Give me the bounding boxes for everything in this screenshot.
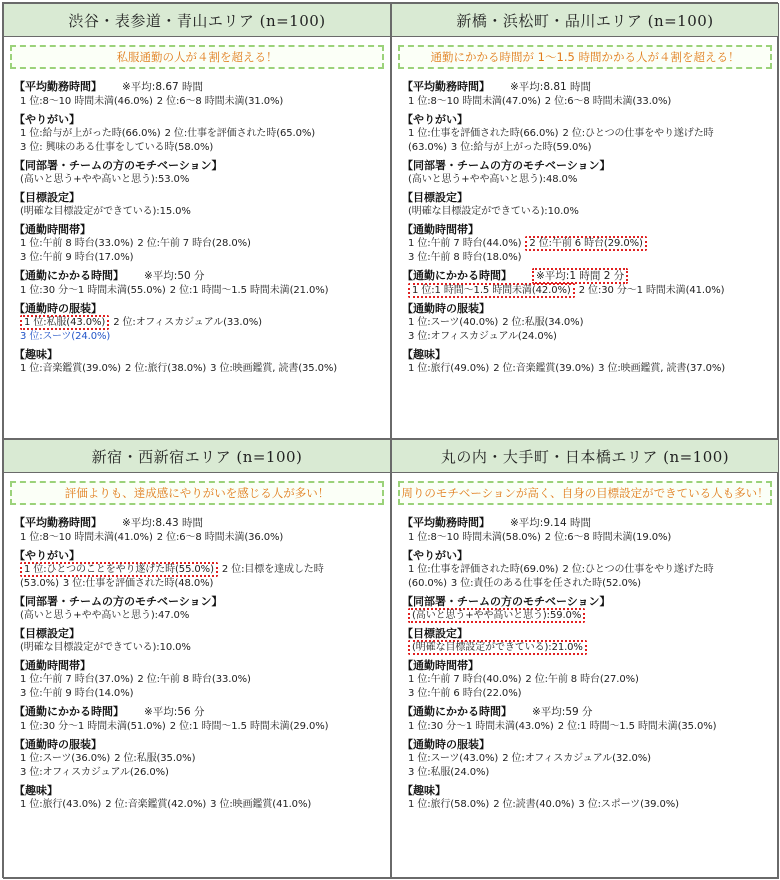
panel-marunouchi — [391, 439, 779, 879]
result-item: 2 位:音楽鑑賞(42.0%) — [105, 799, 207, 810]
section-title — [14, 626, 384, 641]
section-title-text: 【趣味】 — [402, 348, 446, 361]
panel-headline: 評価よりも、達成感にやりがいを感じる人が多い！ — [10, 481, 384, 505]
result-line — [402, 141, 772, 155]
section-title — [402, 737, 772, 752]
panel-shibuya — [3, 3, 391, 439]
result-item: (63.0%) — [408, 142, 447, 153]
section-title — [402, 112, 772, 127]
result-line — [14, 362, 384, 376]
section-average: ※平均:9.14 時間 — [510, 517, 592, 529]
section-title-text: 【やりがい】 — [14, 113, 80, 126]
survey-section — [14, 268, 384, 298]
result-line — [14, 251, 384, 265]
survey-section — [402, 79, 772, 109]
section-title-text: 【通勤時の服装】 — [402, 738, 490, 751]
result-line — [402, 173, 772, 187]
result-line — [402, 577, 772, 591]
highlighted-result: 1 位:1 時間～1.5 時間未満(42.0%) — [408, 283, 575, 298]
result-line — [402, 205, 772, 219]
panel-title: 新橋・浜松町・品川エリア (n=100) — [392, 4, 778, 37]
result-item: 2 位:ひとつの仕事をやり遂げた時 — [562, 128, 714, 139]
section-title — [14, 658, 384, 673]
result-item: 2 位:目標を達成した時 — [221, 564, 324, 575]
section-title-text: 【通勤にかかる時間】 — [14, 269, 124, 282]
result-line — [14, 752, 384, 766]
result-item: 3 位:映画鑑賞(41.0%) — [210, 799, 312, 810]
section-title-text: 【平均勤務時間】 — [402, 80, 490, 93]
highlighted-result: (高いと思う+やや高いと思う):59.0% — [408, 608, 585, 623]
result-line — [14, 127, 384, 141]
section-average: ※平均:56 分 — [144, 706, 205, 718]
result-item: 3 位:給与が上がった時(59.0%) — [450, 142, 592, 153]
survey-section — [402, 301, 772, 344]
result-item: 1 位:8～10 時間未満(58.0%) — [408, 532, 541, 543]
section-title-text: 【通勤時の服装】 — [14, 738, 102, 751]
result-line — [402, 531, 772, 545]
result-item: 1 位:8～10 時間未満(47.0%) — [408, 96, 541, 107]
result-item: 2 位:午前 8 時台(33.0%) — [137, 674, 251, 685]
result-item: 2 位:仕事を評価された時(65.0%) — [164, 128, 316, 139]
result-line — [14, 95, 384, 109]
survey-section — [14, 347, 384, 376]
result-item: 2 位:6～8 時間未満(19.0%) — [544, 532, 672, 543]
section-title-text: 【やりがい】 — [14, 549, 80, 562]
result-item: 2 位:6～8 時間未満(31.0%) — [156, 96, 284, 107]
section-title — [402, 301, 772, 316]
survey-section — [402, 112, 772, 155]
highlighted-result: 2 位:午前 6 時台(29.0%) — [525, 236, 646, 251]
result-line — [14, 141, 384, 155]
survey-section — [14, 190, 384, 219]
result-item: 2 位:1 時間～1.5 時間未満(35.0%) — [557, 721, 717, 732]
result-line — [402, 284, 772, 298]
survey-section — [14, 112, 384, 155]
highlighted-result: (明確な目標設定ができている):21.0% — [408, 640, 587, 655]
result-line — [14, 205, 384, 219]
section-title — [14, 301, 384, 316]
result-item: 2 位:旅行(38.0%) — [124, 363, 207, 374]
section-title — [14, 594, 384, 609]
section-average: ※平均:8.67 時間 — [122, 81, 204, 93]
section-title-text: 【目標設定】 — [14, 627, 80, 640]
result-item: 2 位:私服(34.0%) — [502, 317, 584, 328]
result-item: 2 位:午前 7 時台(28.0%) — [137, 238, 251, 249]
result-line — [402, 251, 772, 265]
survey-section — [14, 515, 384, 545]
section-title-text: 【同部署・チームの方のモチベーション】 — [402, 595, 611, 608]
section-title-text: 【趣味】 — [14, 784, 58, 797]
section-title — [14, 704, 384, 720]
result-item: 1 位:給与が上がった時(66.0%) — [20, 128, 161, 139]
result-line — [402, 609, 772, 623]
result-line — [402, 687, 772, 701]
result-item: 2 位:30 分～1 時間未満(41.0%) — [578, 285, 725, 296]
result-item: (60.0%) — [408, 578, 447, 589]
survey-section — [14, 594, 384, 623]
panel-headline: 通勤にかかる時間が 1～1.5 時間かかる人が４割を超える！ — [398, 45, 772, 69]
result-item: 3 位:私服(24.0%) — [408, 767, 490, 778]
section-title-text: 【平均勤務時間】 — [14, 80, 102, 93]
result-item: 3 位:スーツ(24.0%) — [20, 331, 111, 342]
result-line — [402, 563, 772, 577]
section-title-text: 【通勤時間帯】 — [14, 223, 91, 236]
section-title — [402, 222, 772, 237]
result-line — [402, 330, 772, 344]
section-title — [14, 548, 384, 563]
result-item: 2 位:オフィスカジュアル(33.0%) — [113, 317, 262, 328]
survey-section — [14, 548, 384, 591]
result-line — [14, 316, 384, 330]
result-item: 1 位:スーツ(36.0%) — [20, 753, 111, 764]
result-item: 2 位:6～8 時間未満(36.0%) — [156, 532, 284, 543]
result-item: 2 位:読書(40.0%) — [493, 799, 575, 810]
section-title-text: 【通勤にかかる時間】 — [402, 705, 512, 718]
survey-section — [402, 515, 772, 545]
survey-section — [14, 158, 384, 187]
section-title — [14, 268, 384, 284]
result-line — [402, 362, 772, 376]
section-title — [14, 222, 384, 237]
section-title — [402, 783, 772, 798]
panel-title: 渋谷・表参道・青山エリア (n=100) — [4, 4, 390, 37]
result-item: 1 位:30 分～1 時間未満(55.0%) — [20, 285, 166, 296]
section-title-text: 【同部署・チームの方のモチベーション】 — [402, 159, 611, 172]
result-item: 2 位:1 時間～1.5 時間未満(21.0%) — [169, 285, 329, 296]
result-item: 3 位:午前 9 時台(17.0%) — [20, 252, 134, 263]
result-line — [14, 766, 384, 780]
survey-section — [402, 737, 772, 780]
section-title-text: 【やりがい】 — [402, 549, 468, 562]
result-line — [14, 673, 384, 687]
result-item: 1 位:スーツ(40.0%) — [408, 317, 499, 328]
survey-section — [402, 594, 772, 623]
result-line — [402, 766, 772, 780]
result-item: 1 位:仕事を評価された時(69.0%) — [408, 564, 559, 575]
result-line — [14, 330, 384, 344]
section-title-text: 【趣味】 — [14, 348, 58, 361]
result-item: 3 位:午前 6 時台(22.0%) — [408, 688, 522, 699]
result-item: (高いと思う+やや高いと思う):48.0% — [408, 174, 578, 185]
survey-section — [402, 268, 772, 298]
result-line — [14, 577, 384, 591]
survey-section — [402, 347, 772, 376]
result-line — [14, 798, 384, 812]
result-line — [14, 563, 384, 577]
section-average: ※平均:8.81 時間 — [510, 81, 592, 93]
result-item: 2 位:音楽鑑賞(39.0%) — [493, 363, 595, 374]
result-line — [14, 687, 384, 701]
result-item: 2 位:ひとつの仕事をやり遂げた時 — [562, 564, 714, 575]
result-item: (高いと思う+やや高いと思う):47.0% — [20, 610, 190, 621]
result-item: 1 位:午前 8 時台(33.0%) — [20, 238, 134, 249]
panel-headline: 周りのモチベーションが高く、自身の目標設定ができている人も多い！ — [398, 481, 772, 505]
result-item: (明確な目標設定ができている):15.0% — [20, 206, 191, 217]
result-item: 3 位:オフィスカジュアル(24.0%) — [408, 331, 557, 342]
result-item: 1 位:スーツ(43.0%) — [408, 753, 499, 764]
survey-section — [14, 783, 384, 812]
result-item: 3 位:オフィスカジュアル(26.0%) — [20, 767, 169, 778]
section-title — [14, 737, 384, 752]
result-item: 1 位:音楽鑑賞(39.0%) — [20, 363, 121, 374]
result-item: 1 位:8～10 時間未満(46.0%) — [20, 96, 153, 107]
section-title-text: 【平均勤務時間】 — [14, 516, 102, 529]
section-average: ※平均:8.43 時間 — [122, 517, 204, 529]
section-title-text: 【同部署・チームの方のモチベーション】 — [14, 159, 223, 172]
result-item: 3 位:映画鑑賞, 読書(35.0%) — [210, 363, 338, 374]
result-item: 3 位:午前 9 時台(14.0%) — [20, 688, 134, 699]
survey-section — [402, 704, 772, 734]
panel-title: 丸の内・大手町・日本橋エリア (n=100) — [392, 440, 778, 473]
section-title — [14, 515, 384, 531]
section-title-text: 【目標設定】 — [14, 191, 80, 204]
result-line — [402, 237, 772, 251]
survey-section — [402, 222, 772, 265]
result-item: (明確な目標設定ができている):10.0% — [408, 206, 579, 217]
survey-section — [14, 222, 384, 265]
result-item: 1 位:30 分～1 時間未満(51.0%) — [20, 721, 166, 732]
result-line — [14, 284, 384, 298]
section-average: ※平均:50 分 — [144, 270, 205, 282]
section-title-text: 【通勤時間帯】 — [402, 659, 479, 672]
section-title-text: 【通勤時間帯】 — [402, 223, 479, 236]
result-item: 1 位:30 分～1 時間未満(43.0%) — [408, 721, 554, 732]
panel-sections — [4, 79, 390, 376]
result-line — [402, 720, 772, 734]
result-item: 2 位:午前 8 時台(27.0%) — [525, 674, 639, 685]
panel-shinbashi — [391, 3, 779, 439]
result-line — [14, 641, 384, 655]
result-item: 2 位:1 時間～1.5 時間未満(29.0%) — [169, 721, 329, 732]
result-item: 3 位:スポーツ(39.0%) — [578, 799, 679, 810]
section-title — [14, 112, 384, 127]
result-line — [14, 173, 384, 187]
survey-section — [402, 548, 772, 591]
result-item: 3 位: 興味のある仕事をしている時(58.0%) — [20, 142, 214, 153]
survey-section — [402, 190, 772, 219]
result-item: (明確な目標設定ができている):10.0% — [20, 642, 191, 653]
section-title — [402, 548, 772, 563]
result-item: 3 位:責任のある仕事を任された時(52.0%) — [450, 578, 641, 589]
highlighted-result: 1 位:ひとつのことをやり遂げた時(55.0%) — [20, 562, 218, 577]
survey-section — [14, 737, 384, 780]
section-title-text: 【通勤にかかる時間】 — [402, 269, 512, 282]
section-title-text: 【同部署・チームの方のモチベーション】 — [14, 595, 223, 608]
result-line — [14, 720, 384, 734]
result-item: 1 位:旅行(58.0%) — [408, 799, 490, 810]
result-item: (53.0%) — [20, 578, 59, 589]
section-title — [402, 704, 772, 720]
survey-section — [402, 158, 772, 187]
survey-section — [14, 704, 384, 734]
panel-shinjuku — [3, 439, 391, 879]
survey-section — [402, 783, 772, 812]
result-line — [402, 798, 772, 812]
section-title-text: 【通勤時の服装】 — [402, 302, 490, 315]
result-line — [402, 316, 772, 330]
section-title — [402, 158, 772, 173]
section-title — [402, 515, 772, 531]
result-line — [402, 95, 772, 109]
section-title — [402, 268, 772, 284]
survey-section — [14, 658, 384, 701]
highlighted-result: 1 位:私服(43.0%) — [20, 315, 109, 330]
result-line — [402, 641, 772, 655]
result-item: 3 位:映画鑑賞, 読書(37.0%) — [598, 363, 726, 374]
result-line — [14, 609, 384, 623]
result-line — [402, 127, 772, 141]
result-item: 1 位:午前 7 時台(40.0%) — [408, 674, 522, 685]
section-title-text: 【趣味】 — [402, 784, 446, 797]
result-line — [14, 237, 384, 251]
section-title — [402, 658, 772, 673]
result-item: 1 位:旅行(43.0%) — [20, 799, 102, 810]
panel-sections — [4, 515, 390, 812]
section-title — [402, 347, 772, 362]
panel-sections — [392, 79, 778, 376]
survey-section — [14, 626, 384, 655]
panel-headline: 私服通勤の人が４割を超える！ — [10, 45, 384, 69]
section-title — [14, 79, 384, 95]
area-survey-grid — [2, 2, 778, 878]
section-title-text: 【平均勤務時間】 — [402, 516, 490, 529]
section-title — [14, 783, 384, 798]
survey-section — [14, 79, 384, 109]
survey-section — [402, 658, 772, 701]
result-item: 1 位:仕事を評価された時(66.0%) — [408, 128, 559, 139]
section-title-text: 【通勤時の服装】 — [14, 302, 102, 315]
survey-section — [14, 301, 384, 344]
section-title — [402, 594, 772, 609]
result-line — [402, 752, 772, 766]
result-item: 3 位:仕事を評価された時(48.0%) — [62, 578, 214, 589]
section-title — [402, 626, 772, 641]
section-title-text: 【目標設定】 — [402, 191, 468, 204]
section-title — [402, 79, 772, 95]
result-item: 1 位:旅行(49.0%) — [408, 363, 490, 374]
section-title — [14, 158, 384, 173]
survey-section — [402, 626, 772, 655]
section-title — [14, 347, 384, 362]
section-title-text: 【通勤にかかる時間】 — [14, 705, 124, 718]
result-item: 3 位:午前 8 時台(18.0%) — [408, 252, 522, 263]
result-item: 2 位:オフィスカジュアル(32.0%) — [502, 753, 651, 764]
result-item: 1 位:8～10 時間未満(41.0%) — [20, 532, 153, 543]
section-average: ※平均:59 分 — [532, 706, 593, 718]
result-item: 1 位:午前 7 時台(37.0%) — [20, 674, 134, 685]
panel-title: 新宿・西新宿エリア (n=100) — [4, 440, 390, 473]
result-item: 2 位:私服(35.0%) — [114, 753, 196, 764]
result-item: (高いと思う+やや高いと思う):53.0% — [20, 174, 190, 185]
result-item: 2 位:6～8 時間未満(33.0%) — [544, 96, 672, 107]
section-average: ※平均:1 時間 2 分 — [532, 268, 628, 284]
result-item: 1 位:午前 7 時台(44.0%) — [408, 238, 522, 249]
section-title-text: 【目標設定】 — [402, 627, 468, 640]
section-title — [14, 190, 384, 205]
section-title-text: 【やりがい】 — [402, 113, 468, 126]
section-title-text: 【通勤時間帯】 — [14, 659, 91, 672]
panel-sections — [392, 515, 778, 812]
result-line — [14, 531, 384, 545]
section-title — [402, 190, 772, 205]
result-line — [402, 673, 772, 687]
